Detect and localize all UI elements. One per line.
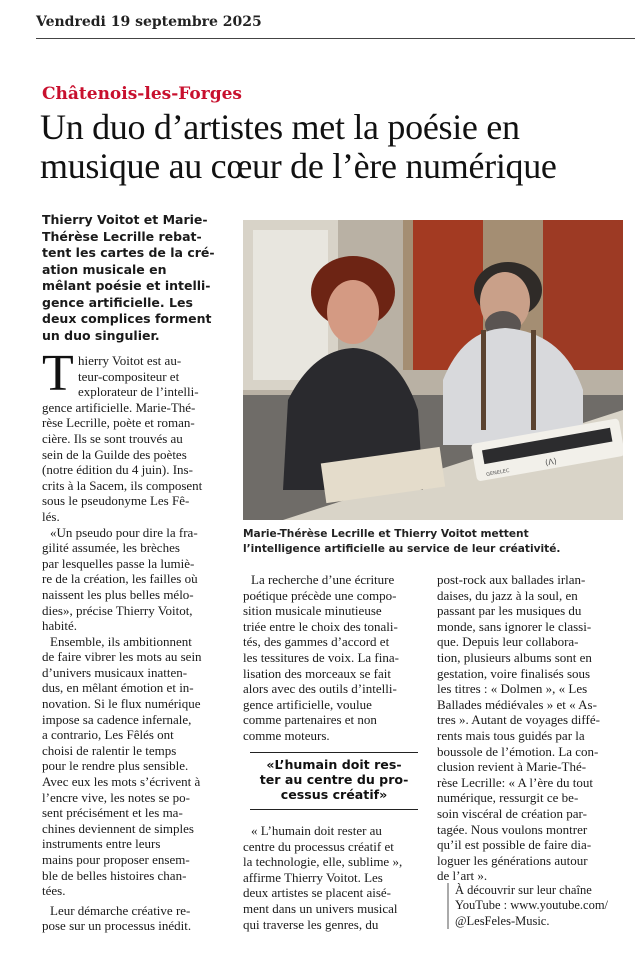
photo-illustration [243,220,623,520]
body-line: l’encre vive, les notes se po- [42,789,191,805]
body-line: soin viscéral de création par- [437,805,587,821]
body-line: « L’humain doit rester au [251,823,382,838]
body-line: post-rock aux ballades irlan- [437,572,586,587]
body-line: tagée. Nous voulons montrer [437,821,588,837]
promo-line: À découvrir sur leur chaîne [455,883,592,897]
body-line: qu’il est possible de faire dia- [437,837,592,853]
article-photo [243,220,623,520]
body-line: gence artificielle. Marie-Thé- [42,399,196,415]
body-line: tres ». Autant de voyages diffé- [437,712,600,728]
body-line: habité. [42,618,78,634]
body-line: numérique, ressurgit ce be- [437,790,579,806]
article-location: Châtenois-les-Forges [42,84,242,104]
body-line: hierry Voitot est au- [78,353,182,368]
body-line: de faire vibrer les mots au sein [42,649,202,665]
body-line: crits à la Sacem, ils composent [42,477,203,493]
page-date: Vendredi 19 septembre 2025 [36,14,262,30]
body-line: de l’art ». [437,868,488,884]
promo-line: YouTube : www.youtube.com/ [455,898,609,913]
body-line: choisi de ralentir le temps [42,742,177,758]
body-line: sein de la Guilde des poètes [42,446,187,462]
body-line: clusion revient à Marie-Thé- [437,759,587,775]
body-column-2b [243,823,423,932]
lead-line: tent les cartes de la cré- [42,245,215,260]
lead-line: gence artificielle. Les [42,294,193,310]
body-line: la technologie, elle, sublime », [243,854,403,870]
photo-caption [243,527,623,557]
youtube-promo [447,883,632,929]
body-line: gilité assumée, les brèches [42,540,180,556]
body-line: les tessitures de voix. La fina- [243,649,399,665]
body-line: Avec eux les mots s’écrivent à [42,774,201,790]
body-line: gence artificielle, voulue [243,696,372,712]
body-line: sent précisément et les ma- [42,805,183,821]
lead-line: deux complices forment [42,311,212,326]
body-line: poétique précède une compo- [243,587,397,603]
body-line: gestation, voire finalisés sous [437,665,591,681]
lead-line: mêlant poésie et intelli- [42,278,211,293]
body-line: La recherche d’une écriture [251,572,395,587]
body-line: ble de belles histoires chan- [42,867,187,883]
article-headline [40,108,635,186]
body-line: rèse Lecrille, poète et roman- [42,415,195,431]
pull-quote [250,752,418,810]
pull-quote-line: «L’humain doit res- [266,757,402,772]
body-line: les titres : « Dolmen », « Les [437,681,588,697]
article-lead [42,212,232,344]
caption-line: l’intelligence artificielle au service de leur créativité. [243,543,561,555]
body-line: affirme Thierry Voitot. Les [243,869,383,885]
body-line: «Un pseudo pour dire la fra- [50,524,198,540]
body-column-2 [243,572,423,744]
lead-line: Thierry Voitot et Marie- [42,212,208,227]
header-rule [36,38,635,39]
body-line: Leur démarche créative re- [50,902,191,918]
body-line: centre du processus créatif et [243,838,394,854]
caption-line: Marie-Thérèse Lecrille et Thierry Voitot mettent [243,528,529,540]
body-line: sous le pseudonyme Les Fê- [42,493,190,509]
body-line: a contrario, Les Fêlés ont [42,727,174,743]
body-line: impose sa cadence infernale, [42,711,192,727]
lead-line: Thérèse Lecrille rebat- [42,228,202,244]
body-column-1 [42,353,234,934]
body-line: comme partenaires et non [243,712,377,728]
lead-line: ation musicale en [42,261,167,277]
body-line: monde, sans ignorer le classi- [437,618,592,634]
body-line: pour le rendre plus sensible. [42,758,189,774]
lead-line: un duo singulier. [42,327,160,343]
promo-link[interactable]: @LesFeles-Music. [455,913,550,928]
body-line: explorateur de l’intelli- [78,384,199,400]
body-line: instruments entre leurs [42,836,161,852]
body-line: chines deviennent de simples [42,820,194,836]
body-line: loguer les générations autour [437,852,588,868]
body-line: lés. [42,508,60,524]
body-line: re de la création, les failles où [42,571,198,587]
body-line: ment dans un univers musical [243,900,398,916]
body-column-3 [437,572,632,884]
body-line: rents mais tous guidés par la [437,727,585,743]
body-line: Ensemble, ils ambitionnent [50,633,192,649]
body-line: que. Depuis leur collabora- [437,634,579,650]
body-line: cière. Ils se sont trouvés au [42,430,183,446]
pull-quote-line: ter au centre du pro- [259,772,409,788]
body-line: boussole de l’émotion. La con- [437,743,599,759]
headline-line: Un duo d’artistes met la poésie en [40,107,520,147]
body-line: tées. [42,883,66,899]
body-line: daises, du jazz à la soul, en [437,587,578,603]
body-line: qui traverse les genres, du [243,916,379,932]
body-line: triée entre le choix des tonali- [243,618,398,634]
body-line: rèse Lecrille: « A l’ère du tout [437,774,593,790]
body-line: tés, des gammes d’accord et [243,634,390,650]
body-line: naissent les plus belles mélo- [42,586,194,602]
body-line: mains pour proposer ensem- [42,852,190,867]
body-line: lisation des morceaux se fait [243,665,392,681]
body-line: Ballades médiévales » et « As- [437,696,597,712]
body-line: novation. Si le flux numérique [42,696,201,712]
body-line: par lesquelles passe la lumiè- [42,555,195,571]
body-line: comme moteurs. [243,727,330,743]
body-line: pose sur un processus inédit. [42,918,192,934]
body-line: teur-compositeur et [78,368,180,384]
device-logo: (Λ) [544,456,558,468]
body-line: d’univers musicaux inatten- [42,664,188,680]
body-line: dies», précise Thierry Voitot, [42,602,193,618]
headline-line: musique au cœur de l’ère numérique [40,146,557,186]
body-line: sition musicale minutieuse [243,603,382,619]
pull-quote-line: cessus créatif» [280,787,388,803]
body-line: deux artistes se placent aisé- [243,885,391,901]
body-line: (notre édition du 4 juin). Ins- [42,462,193,478]
drop-cap: T [42,345,74,402]
body-line: alors avec des outils d’intelli- [243,681,397,697]
body-line: dus, en mêlant émotion et in- [42,680,194,696]
body-line: passant par les musiques du [437,603,582,619]
device-brand: GENELEC [485,467,510,478]
body-line: tion, plusieurs albums sont en [437,649,592,665]
